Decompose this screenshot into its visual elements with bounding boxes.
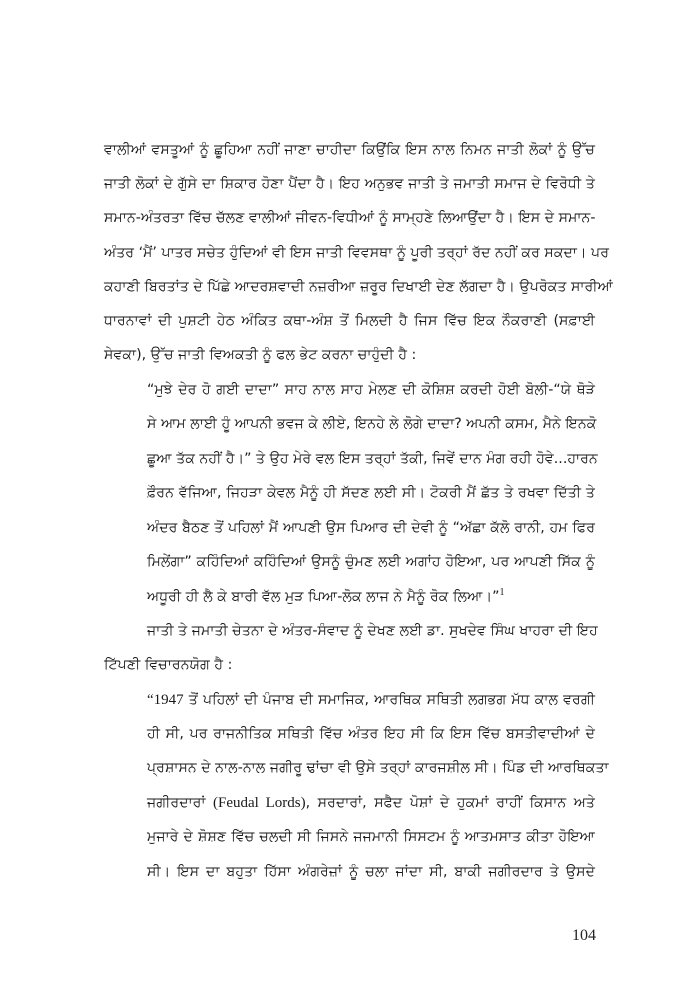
quote-line: ਸੇ ਆਮ ਲਾਈ ਹੂੰ ਆਪਨੀ ਭਵਜ ਕੇ ਲੀਏ, ਇਨਹੇ ਲੇ ਲੋਗੇ ਦਾਦਾ? ਅਪਨੀ ਕਸਮ, ਮੈਨੇ ਇਨਕੋ bbox=[147, 416, 597, 432]
text-line: ਧਾਰਨਾਵਾਂ ਦੀ ਪੁਸ਼ਟੀ ਹੇਠ ਅੰਕਿਤ ਕਥਾ-ਅੰਸ਼ ਤੋਂ ਮਿਲਦੀ ਹੈ ਜਿਸ ਵਿੱਚ ਇਕ ਨੌਕਰਾਣੀ (ਸਫ਼ਾਈ bbox=[104, 313, 595, 329]
latin-term: (Feudal Lords) bbox=[213, 795, 306, 811]
quote-line: ਮੁਜਾਰੇ ਦੇ ਸ਼ੋਸ਼ਣ ਵਿੱਚ ਚਲਦੀ ਸੀ ਜਿਸਨੇ ਜਜਮਾਨੀ ਸਿਸਟਮ ਨੂੰ ਆਤਮਸਾਤ ਕੀਤਾ ਹੋਇਆ bbox=[147, 829, 595, 845]
year-number: “1947 bbox=[147, 692, 184, 708]
quote-text: ਤੋਂ ਪਹਿਲਾਂ ਦੀ ਪੰਜਾਬ ਦੀ ਸਮਾਜਿਕ, ਆਰਥਿਕ ਸਥਿਤੀ ਲਗਭਗ ਮੱਧ ਕਾਲ ਵਰਗੀ bbox=[183, 692, 595, 708]
text-line: ਅੰਤਰ ‘ਮੈਂ’ ਪਾਤਰ ਸਚੇਤ ਹੁੰਦਿਆਂ ਵੀ ਇਸ ਜਾਤੀ ਵਿਵਸਥਾ ਨੂੰ ਪੂਰੀ ਤਰ੍ਹਾਂ ਰੱਦ ਨਹੀਂ ਕਰ ਸਕਦਾ। ਪਰ bbox=[104, 245, 609, 261]
quote-line: ਮਿਲੇਂਗਾ” ਕਹਿੰਦਿਆਂ ਕਹਿੰਦਿਆਂ ਉਸਨੂੰ ਚੁੰਮਣ ਲਈ ਅਗਾਂਹ ਹੋਇਆ, ਪਰ ਆਪਣੀ ਸਿੱਕ ਨੂੰ bbox=[147, 554, 595, 570]
text-line: ਸਮਾਨ-ਅੰਤਰਤਾ ਵਿੱਚ ਚੱਲਣ ਵਾਲੀਆਂ ਜੀਵਨ-ਵਿਧੀਆਂ ਨੂੰ ਸਾਮ੍ਹਣੇ ਲਿਆਉਂਦਾ ਹੈ। ਇਸ ਦੇ ਸਮਾਨ- bbox=[104, 210, 596, 226]
text-line: ਟਿੱਪਣੀ ਵਿਚਾਰਨਯੋਗ ਹੈ : bbox=[104, 657, 233, 673]
quote-line: ਹੀ ਸੀ, ਪਰ ਰਾਜਨੀਤਿਕ ਸਥਿਤੀ ਵਿੱਚ ਅੰਤਰ ਇਹ ਸੀ ਕਿ ਇਸ ਵਿੱਚ ਬਸਤੀਵਾਦੀਆਂ ਦੇ bbox=[147, 726, 595, 742]
quote-line: ਅੰਦਰ ਬੈਠਣ ਤੋਂ ਪਹਿਲਾਂ ਮੈਂ ਆਪਣੀ ਉਸ ਪਿਆਰ ਦੀ ਦੇਵੀ ਨੂੰ “ਅੱਛਾ ਕੱਲੋ ਰਾਨੀ, ਹਮ ਫਿਰ bbox=[147, 520, 595, 536]
text-line: ਵਾਲੀਆਂ ਵਸਤੂਆਂ ਨੂੰ ਛੂਹਿਆ ਨਹੀਂ ਜਾਣਾ ਚਾਹੀਦਾ ਕਿਉਂਕਿ ਇਸ ਨਾਲ ਨਿਮਨ ਜਾਤੀ ਲੋਕਾਂ ਨੂੰ ਉੱਚ bbox=[104, 142, 595, 158]
quote-line: “ਮੁਝੇ ਦੇਰ ਹੋ ਗਈ ਦਾਦਾ” ਸਾਹ ਨਾਲ ਸਾਹ ਮੇਲਣ ਦੀ ਕੋਸ਼ਿਸ਼ ਕਰਦੀ ਹੋਈ ਬੋਲੀ-“ਯੇ ਥੋੜੇ bbox=[147, 382, 595, 398]
text-line: ਕਹਾਣੀ ਬਿਰਤਾਂਤ ਦੇ ਪਿੱਛੇ ਆਦਰਸ਼ਵਾਦੀ ਨਜ਼ਰੀਆ ਜ਼ਰੂਰ ਦਿਖਾਈ ਦੇਣ ਲੱਗਦਾ ਹੈ। ਉਪਰੋਕਤ ਸਾਰੀਆਂ bbox=[104, 279, 614, 295]
text-line: ਜਾਤੀ ਤੇ ਜਮਾਤੀ ਚੇਤਨਾ ਦੇ ਅੰਤਰ-ਸੰਵਾਦ ਨੂੰ ਦੇਖਣ ਲਈ ਡਾ. ਸੁਖਦੇਵ ਸਿੰਘ ਖਾਹਰਾ ਦੀ ਇਹ bbox=[147, 623, 598, 639]
quote-text: , ਸਰਦਾਰਾਂ, ਸਫੈਦ ਪੋਸ਼ਾਂ ਦੇ ਹੁਕਮਾਂ ਰਾਹੀਂ ਕਿਸਾਨ ਅਤੇ bbox=[305, 795, 595, 811]
quote-text: ਜਗੀਰਦਾਰਾਂ bbox=[147, 795, 214, 811]
text-line: ਜਾਤੀ ਲੋਕਾਂ ਦੇ ਗੁੱਸੇ ਦਾ ਸ਼ਿਕਾਰ ਹੋਣਾ ਪੈਂਦਾ ਹੈ। ਇਹ ਅਨੁਭਵ ਜਾਤੀ ਤੇ ਜਮਾਤੀ ਸਮਾਜ ਦੇ ਵਿਰੋਧੀ ਤੇ bbox=[104, 176, 595, 192]
quote-line bbox=[147, 793, 595, 813]
quote-line bbox=[147, 690, 595, 710]
quote-line: ਪ੍ਰਸ਼ਾਸਨ ਦੇ ਨਾਲ-ਨਾਲ ਜਗੀਰੂ ਢਾਂਚਾ ਵੀ ਉਸੇ ਤਰ੍ਹਾਂ ਕਾਰਜਸ਼ੀਲ ਸੀ। ਪਿੰਡ ਦੀ ਆਰਥਿਕਤਾ bbox=[147, 760, 609, 776]
page-number: 104 bbox=[572, 927, 596, 944]
quote-text: ਅਧੂਰੀ ਹੀ ਲੈ ਕੇ ਬਾਰੀ ਵੱਲ ਮੁੜ ਪਿਆ-ਲੋਕ ਲਾਜ ਨੇ ਮੈਨੂੰ ਰੋਕ ਲਿਆ।” bbox=[147, 589, 500, 605]
quote-line bbox=[147, 587, 595, 607]
text-line: ਸੇਵਕਾ), ਉੱਚ ਜਾਤੀ ਵਿਅਕਤੀ ਨੂੰ ਫਲ ਭੇਟ ਕਰਨਾ ਚਾਹੁੰਦੀ ਹੈ : bbox=[104, 347, 417, 363]
quote-line: ਫ਼ੌਰਨ ਵੱਜਿਆ, ਜਿਹੜਾ ਕੇਵਲ ਮੈਨੂੰ ਹੀ ਸੱਦਣ ਲਈ ਸੀ। ਟੋਕਰੀ ਮੈਂ ਛੱਤ ਤੇ ਰਖਵਾ ਦਿੱਤੀ ਤੇ bbox=[147, 485, 595, 501]
footnote-marker[interactable]: 1 bbox=[499, 587, 505, 598]
quote-line: ਛੂਆ ਤੱਕ ਨਹੀਂ ਹੈ।” ਤੇ ਉਹ ਮੇਰੇ ਵਲ ਇਸ ਤਰ੍ਹਾਂ ਤੱਕੀ, ਜਿਵੇਂ ਦਾਨ ਮੰਗ ਰਹੀ ਹੋਵੇ...ਹਾਰਨ bbox=[147, 451, 598, 467]
quote-line: ਸੀ। ਇਸ ਦਾ ਬਹੁਤਾ ਹਿੱਸਾ ਅੰਗਰੇਜ਼ਾਂ ਨੂੰ ਚਲਾ ਜਾਂਦਾ ਸੀ, ਬਾਕੀ ਜਗੀਰਦਾਰ ਤੇ ਉਸਦੇ bbox=[147, 864, 595, 880]
